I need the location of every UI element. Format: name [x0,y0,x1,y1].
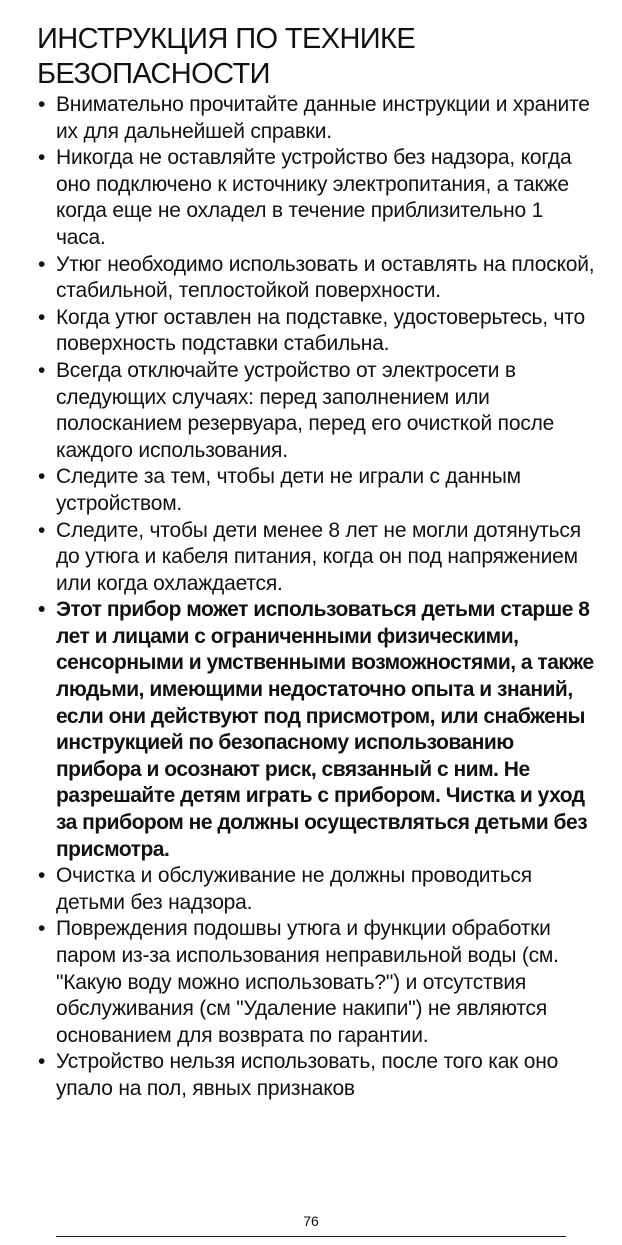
list-item-text: Этот прибор может использоваться детьми старше 8 лет и лицами с ограниченными физическими, сенсорными и умственными возможностями, а также людьми, имеющими недостаточно опыта и знаний, если они действуют под присмотром, или снабжены инструкцией по безопасному использованию прибора и осознают риск, связанный с ним. Не разрешайте детям играть с прибором. Чистка и уход за прибором не должны осуществляться детьми без присмотра. [56,598,594,861]
list-item [0,863,622,916]
list-item [0,252,622,305]
list-item-text: Никогда не оставляйте устройство без надзора, когда оно подключено к источнику электропитания, а также когда еще не охладел в течение приблизительно 1 часа. [56,146,572,249]
bullet-icon: • [38,93,46,116]
safety-instructions-list [0,92,622,1103]
bullet-icon: • [38,465,46,489]
list-item [0,358,622,464]
bullet-icon: • [38,598,46,622]
bullet-icon: • [38,1050,46,1074]
list-item-text: Внимательно прочитайте данные инструкции и храните их для дальнейшей справки. [56,93,590,143]
bullet-icon: • [38,864,46,888]
list-item-text: Следите за тем, чтобы дети не играли с данным устройством. [56,465,521,515]
list-item-text: Устройство нельзя использовать, после того как оно упало на пол, явных признаков [56,1050,559,1100]
list-item-text: Всегда отключайте устройство от электросети в следующих случаях: перед заполнением или полосканием резервуара, перед его очисткой после каждого использования. [56,358,555,462]
list-item-text: Повреждения подошвы утюга и функции обработки паром из-за использования неправильной воды (см. "Какую воду можно использовать?") и отсутствия обслуживания (см "Удаление накипи") не являются основанием для возврата по гарантии. [56,917,559,1047]
list-item-text: Утюг необходимо использовать и оставлять на плоской, стабильной, теплостойкой поверхности. [56,252,595,303]
list-item-text: Следите, чтобы дети менее 8 лет не могли дотянуться до утюга и кабеля питания, когда он под напряжением или когда охлаждается. [56,518,581,595]
list-item [0,518,622,598]
list-item-text: Когда утюг оставлен на подставке, удостоверьтесь, что поверхность подставки стабильна. [56,305,585,356]
bullet-icon: • [38,917,46,941]
list-item [0,916,622,1049]
page-number: 76 [303,1213,319,1229]
list-item-text: Очистка и обслуживание не должны проводиться детьми без надзора. [56,864,532,914]
list-item [0,1049,622,1102]
list-item-warning [0,597,622,863]
list-item [0,305,622,358]
bullet-icon: • [38,518,46,542]
list-item [0,92,622,145]
list-item [0,464,622,517]
footer-divider [56,1236,566,1237]
bullet-icon: • [38,305,46,329]
bullet-icon: • [38,146,46,170]
bullet-icon: • [38,252,46,276]
bullet-icon: • [38,358,46,382]
page-title: ИНСТРУКЦИЯ ПО ТЕХНИКЕ БЕЗОПАСНОСТИ [37,23,416,90]
list-item [0,145,622,251]
